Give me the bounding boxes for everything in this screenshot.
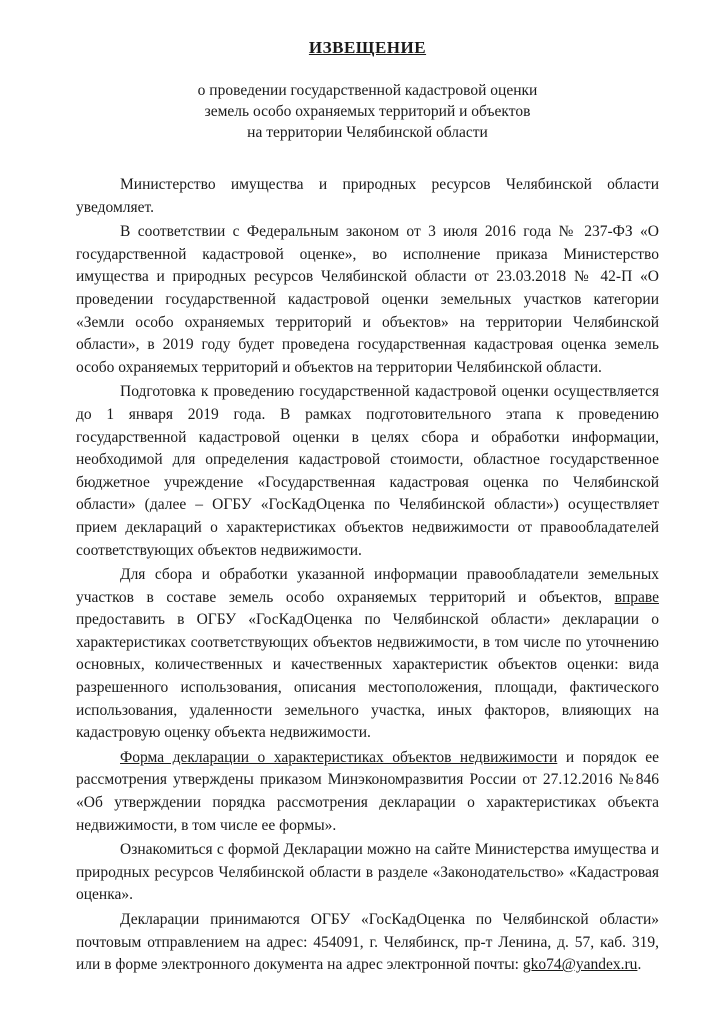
paragraph-legal-basis: В соответствии с Федеральным законом от 3 июля 2016 года № 237-ФЗ «О государственной кадастровой оценке», во исполнение приказа Министерство имущества и природных ресурсов Челябинской области от 23.03.2018 № 42-П «О проведении государственной кадастровой оценки земельных участков категории «Земли особо охраняемых территорий и объектов» на территории Челябинской области», в 2019 году будет проведена государственная кадастровая оценка земель особо охраняемых территорий и объектов на территории Челябинской области. <box>76 223 659 376</box>
paragraph-text: Декларации принимаются ОГБУ «ГосКадОценка по Челябинской области» почтовым отправлением на адрес: 454091, г. Челябинск, пр-т Ленина, д. 57, каб. 319, или в форме электронного документа на адрес электронной почты: <box>76 911 659 974</box>
paragraph-text: предоставить в ОГБУ «ГосКадОценка по Челябинской области» декларации о характеристиках соответствующих объектов недвижимости, в том числе по уточнению основных, количественных и качественных характеристик объектов оценки: вида разрешенного использования, описания местоположения, площади, фактического использования, удаленности земельного участка, иных факторов, влияющих на кадастровую оценку объекта недвижимости. <box>76 611 659 742</box>
paragraph-preparation: Подготовка к проведению государственной кадастровой оценки осуществляется до 1 января 2019 года. В рамках подготовительного этапа к проведению государственной кадастровой оценки в целях сбора и обработки информации, необходимой для определения кадастровой стоимости, областное государственное бюджетное учреждение «Государственная кадастровая оценка по Челябинской области» (далее – ОГБУ «ГосКадОценка по Челябинской области») осуществляет прием деклараций о характеристиках объектов недвижимости от правообладателей соответствующих объектов недвижимости. <box>76 383 659 559</box>
paragraph-text: и порядок ее рассмотрения утверждены приказом Минэкономразвития России от 27.12.2016 №846 «Об утверждении порядка рассмотрения декларации о характеристиках объекта недвижимости, в том числе ее формы». <box>76 748 659 834</box>
subtitle-line: на территории Челябинской области <box>247 124 488 141</box>
declaration-form-link[interactable]: Форма декларации о характеристиках объектов недвижимости <box>120 748 558 766</box>
subtitle-line: земель особо охраняемых территорий и объектов <box>204 103 531 120</box>
paragraph-website: Ознакомиться с формой Декларации можно на сайте Министерства имущества и природных ресурсов Челябинской области в разделе «Законодательство» «Кадастровая оценка». <box>76 841 659 904</box>
subtitle-line: о проведении государственной кадастровой оценки <box>197 82 538 99</box>
paragraph-declaration-form <box>76 747 659 837</box>
paragraph-declarations-right <box>76 564 659 745</box>
document-body <box>76 174 659 977</box>
paragraph-text: . <box>637 956 642 974</box>
paragraph-ministry-notice: Министерство имущества и природных ресурсов Челябинской области уведомляет. <box>76 176 659 216</box>
document-title: ИЗВЕЩЕНИЕ <box>308 38 427 57</box>
paragraph-submission <box>76 909 659 977</box>
email-link[interactable]: gko74@yandex.ru <box>522 956 638 974</box>
document-subtitle <box>76 80 659 143</box>
paragraph-text: Для сбора и обработки указанной информации правообладатели земельных участков в составе земель особо охраняемых территорий и объектов, <box>76 566 659 606</box>
emphasis-underlined: вправе <box>614 588 659 606</box>
